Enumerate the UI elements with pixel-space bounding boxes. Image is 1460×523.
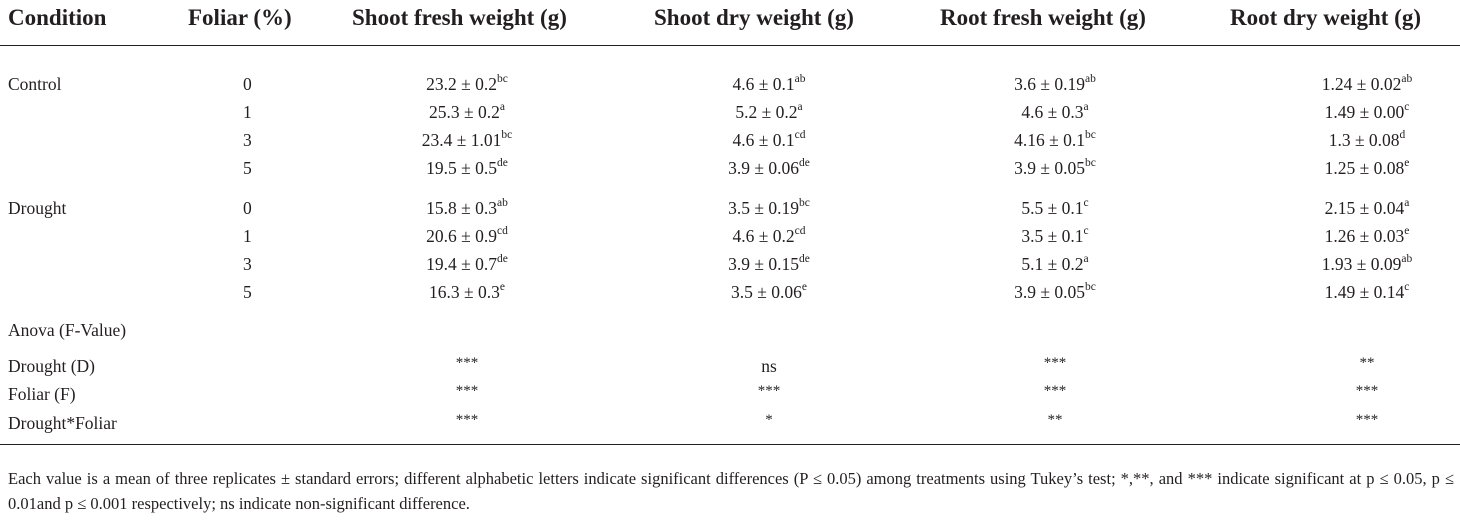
row-condition: Control <box>8 74 62 94</box>
anova-factor: Drought*Foliar <box>8 413 117 433</box>
cell-value: 23.4 ± 1.01 <box>421 130 502 150</box>
row-foliar: 5 <box>243 282 252 302</box>
cell-value: 2.15 ± 0.04 <box>1324 198 1405 218</box>
cell-value: 5.1 ± 0.2 <box>1021 254 1084 274</box>
cell-rdw <box>1325 281 1410 303</box>
cell-value: 3.9 ± 0.05 <box>1014 158 1085 178</box>
cell-sfw <box>426 225 508 247</box>
cell-rdw <box>1325 101 1410 123</box>
significance-letter: cd <box>794 225 806 238</box>
significance-letter: de <box>497 253 508 266</box>
cell-value: 1.26 ± 0.03 <box>1324 226 1405 246</box>
cell-rdw <box>1322 253 1412 275</box>
cell-value: 4.6 ± 0.1 <box>732 130 795 150</box>
cell-value: 1.93 ± 0.09 <box>1321 254 1402 274</box>
header-shoot-dry-weight: Shoot dry weight (g) <box>654 5 854 30</box>
cell-value: 4.6 ± 0.2 <box>732 226 795 246</box>
anova-significance: ns <box>761 356 777 376</box>
cell-sdw <box>731 281 807 303</box>
cell-value: 20.6 ± 0.9 <box>426 226 497 246</box>
cell-value: 4.6 ± 0.3 <box>1021 102 1084 122</box>
cell-value: 3.5 ± 0.1 <box>1021 226 1084 246</box>
cell-rdw <box>1325 157 1410 179</box>
table-footnote: Each value is a mean of three replicates ± standard errors; different alphabetic letters indicate significant differences (P ≤ 0.05) among treatments using Tukey’s test; *,**, and *** indicate significant at p ≤ 0.05, p ≤ 0.01and p ≤ 0.001 respectively; ns indicate non-significant difference. <box>8 469 1454 513</box>
cell-rfw <box>1021 253 1088 275</box>
cell-value: 1.24 ± 0.02 <box>1321 74 1402 94</box>
significance-letter: c <box>1404 281 1410 294</box>
row-condition: Drought <box>8 198 67 218</box>
anova-factor: Drought (D) <box>8 356 95 376</box>
cell-value: 19.5 ± 0.5 <box>426 158 497 178</box>
cell-sdw <box>733 129 806 151</box>
significance-letter: c <box>1083 197 1089 210</box>
significance-letter: a <box>1083 253 1089 266</box>
cell-sfw <box>429 281 505 303</box>
header-shoot-fresh-weight: Shoot fresh weight (g) <box>352 5 567 30</box>
anova-significance: *** <box>455 412 479 428</box>
significance-letter: e <box>499 281 505 294</box>
row-foliar: 3 <box>243 254 252 274</box>
cell-value: 5.2 ± 0.2 <box>735 102 798 122</box>
cell-rfw <box>1021 101 1088 123</box>
cell-value: 25.3 ± 0.2 <box>429 102 500 122</box>
significance-letter: ab <box>1401 253 1413 266</box>
cell-value: 16.3 ± 0.3 <box>429 282 500 302</box>
header-divider <box>0 45 1460 46</box>
significance-letter: bc <box>1085 281 1096 294</box>
anova-significance: *** <box>1043 383 1067 399</box>
anova-significance: * <box>765 412 773 428</box>
header-condition: Condition <box>8 5 107 30</box>
cell-value: 19.4 ± 0.7 <box>426 254 497 274</box>
cell-sfw <box>429 101 505 123</box>
significance-letter: c <box>1083 225 1089 238</box>
anova-significance: *** <box>1355 383 1379 399</box>
cell-value: 3.6 ± 0.19 <box>1014 74 1085 94</box>
anova-significance: ** <box>1047 412 1063 428</box>
significance-letter: bc <box>799 197 810 210</box>
cell-rfw <box>1014 157 1096 179</box>
cell-rdw <box>1325 225 1410 247</box>
row-foliar: 1 <box>243 226 252 246</box>
anova-significance: *** <box>1355 412 1379 428</box>
cell-sdw <box>735 101 802 123</box>
cell-sdw <box>728 197 810 219</box>
significance-letter: de <box>799 253 810 266</box>
cell-value: 4.16 ± 0.1 <box>1014 130 1085 150</box>
cell-value: 3.9 ± 0.15 <box>728 254 799 274</box>
cell-sdw <box>728 253 810 275</box>
anova-significance: *** <box>757 383 781 399</box>
anova-significance: *** <box>455 383 479 399</box>
significance-letter: ab <box>1401 73 1413 86</box>
table-bottom-divider <box>0 444 1460 445</box>
header-root-dry-weight: Root dry weight (g) <box>1230 5 1421 30</box>
cell-value: 15.8 ± 0.3 <box>426 198 497 218</box>
significance-letter: c <box>1404 101 1410 114</box>
significance-letter: ab <box>1085 73 1096 86</box>
significance-letter: e <box>801 281 807 294</box>
cell-value: 1.25 ± 0.08 <box>1324 158 1405 178</box>
cell-value: 3.9 ± 0.06 <box>728 158 799 178</box>
significance-letter: ab <box>497 197 508 210</box>
row-foliar: 5 <box>243 158 252 178</box>
cell-rdw <box>1329 129 1406 151</box>
cell-rfw <box>1021 225 1088 247</box>
cell-sfw <box>426 73 508 95</box>
significance-letter: cd <box>497 225 508 238</box>
significance-letter: bc <box>501 129 513 142</box>
significance-letter: bc <box>1085 129 1096 142</box>
cell-sdw <box>733 225 806 247</box>
cell-rfw <box>1014 281 1096 303</box>
cell-value: 1.49 ± 0.14 <box>1324 282 1405 302</box>
significance-letter: e <box>1404 225 1410 238</box>
row-foliar: 3 <box>243 130 252 150</box>
row-foliar: 0 <box>243 198 252 218</box>
cell-value: 3.9 ± 0.05 <box>1014 282 1085 302</box>
anova-significance: ** <box>1359 355 1375 371</box>
significance-letter: a <box>1083 101 1089 114</box>
anova-factor: Foliar (F) <box>8 384 76 404</box>
cell-rdw <box>1322 73 1412 95</box>
anova-significance: *** <box>455 355 479 371</box>
cell-sdw <box>733 73 806 95</box>
cell-rfw <box>1014 73 1096 95</box>
cell-sfw <box>426 197 508 219</box>
cell-rfw <box>1021 197 1088 219</box>
significance-letter: e <box>1404 157 1410 170</box>
cell-sfw <box>426 157 508 179</box>
cell-value: 5.5 ± 0.1 <box>1021 198 1084 218</box>
significance-letter: a <box>499 101 505 114</box>
anova-significance: *** <box>1043 355 1067 371</box>
significance-letter: ab <box>794 73 806 86</box>
significance-letter: cd <box>794 129 806 142</box>
cell-value: 4.6 ± 0.1 <box>732 74 795 94</box>
header-root-fresh-weight: Root fresh weight (g) <box>940 5 1146 30</box>
cell-value: 23.2 ± 0.2 <box>426 74 497 94</box>
cell-value: 3.5 ± 0.19 <box>728 198 799 218</box>
header-foliar: Foliar (%) <box>188 5 292 30</box>
cell-value: 1.49 ± 0.00 <box>1324 102 1405 122</box>
significance-letter: a <box>1404 197 1410 210</box>
cell-sfw <box>426 253 508 275</box>
significance-letter: de <box>497 157 508 170</box>
anova-label: Anova (F-Value) <box>8 320 127 340</box>
cell-sfw <box>422 129 512 151</box>
cell-rfw <box>1014 129 1096 151</box>
significance-letter: bc <box>1085 157 1096 170</box>
significance-letter: a <box>797 101 803 114</box>
cell-rdw <box>1325 197 1410 219</box>
significance-letter: d <box>1399 129 1406 142</box>
row-foliar: 1 <box>243 102 252 122</box>
significance-letter: de <box>799 157 810 170</box>
cell-value: 3.5 ± 0.06 <box>731 282 802 302</box>
cell-sdw <box>728 157 810 179</box>
cell-value: 1.3 ± 0.08 <box>1328 130 1400 150</box>
significance-letter: bc <box>497 73 508 86</box>
row-foliar: 0 <box>243 74 252 94</box>
